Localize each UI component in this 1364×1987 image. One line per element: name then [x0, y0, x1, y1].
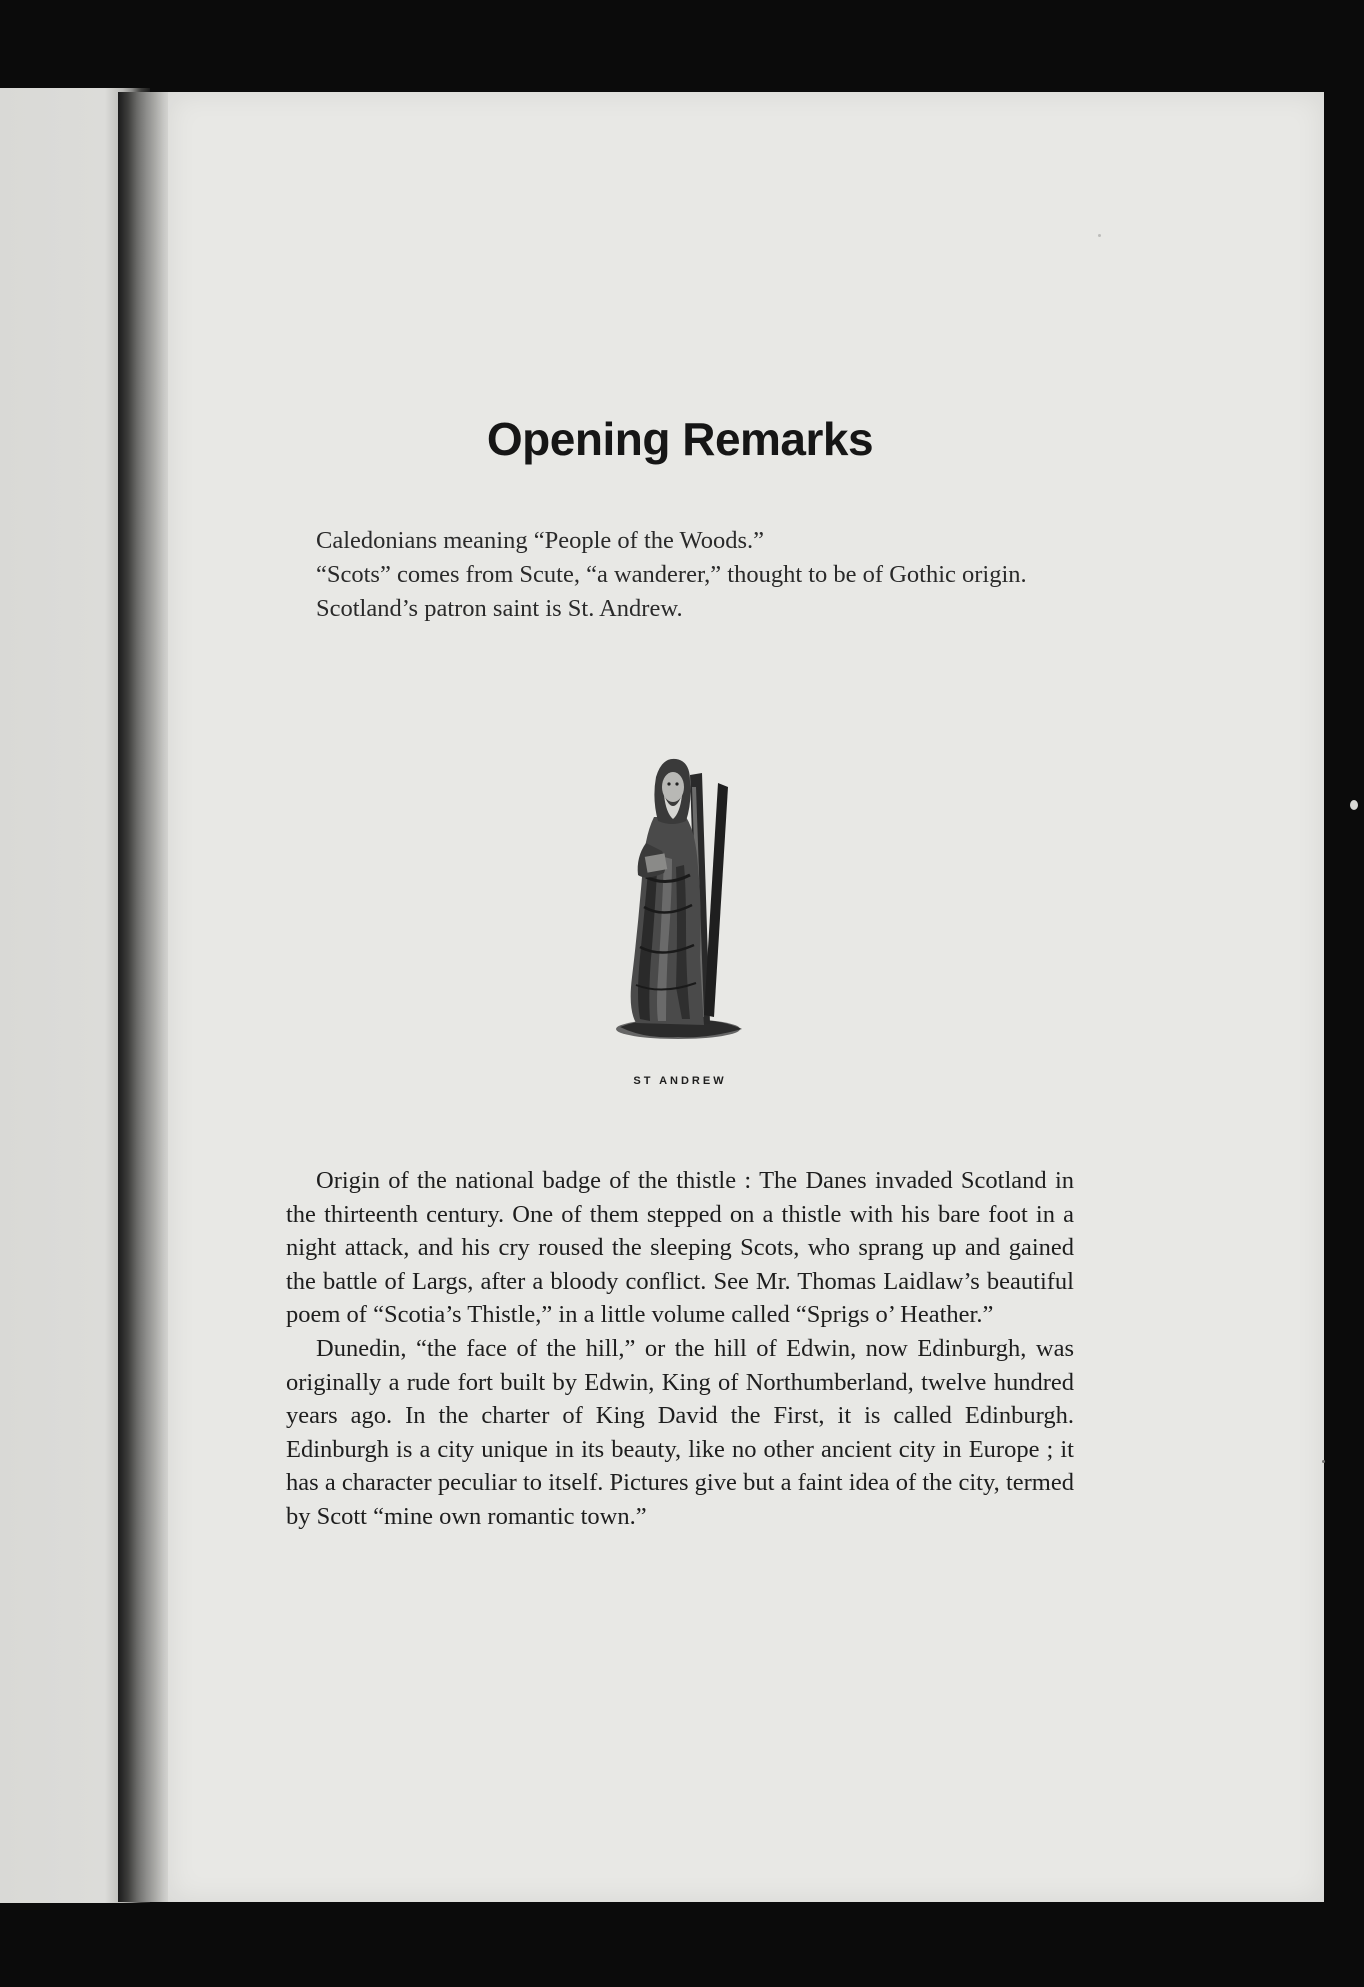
body-section — [286, 1164, 1074, 1534]
body-paragraph: Origin of the national badge of the thistle : The Danes invaded Scotland in the thirteenth century. One of them stepped on a thistle with his bare foot in a night attack, and his cry roused the sleeping Scots, who sprang up and gained the battle of Largs, after a bloody conflict. See Mr. Thomas Laidlaw’s beautiful poem of “Scotia’s Thistle,” in a little volume called “Sprigs o’ Heather.” — [286, 1167, 1074, 1329]
intro-paragraph: “Scots” comes from Scute, “a wanderer,” thought to be of Gothic origin. — [316, 561, 1027, 588]
book-gutter-shadow — [118, 92, 174, 1902]
scan-speck — [1098, 234, 1101, 237]
st-andrew-figure-icon — [606, 747, 756, 1047]
body-paragraph: Dunedin, “the face of the hill,” or the hill of Edwin, now Edinburgh, was originally a rude fort built by Edwin, King of Northumberland, twelve hundred years ago. In the charter of King David the First, it is called Edinburgh. Edinburgh is a city unique in its beauty, like no other ancient city in Europe ; it has a character peculiar to itself. Pictures give but a faint idea of the city, termed by Scott “mine own romantic town.” — [286, 1334, 1074, 1530]
intro-section — [286, 524, 1074, 626]
intro-paragraph: Caledonians meaning “People of the Woods.” — [316, 527, 764, 554]
scan-speck — [1322, 1460, 1325, 1463]
intro-paragraph: Scotland’s patron saint is St. Andrew. — [316, 595, 683, 622]
page-title: Opening Remarks — [486, 413, 874, 465]
illustration-caption: ST ANDREW — [633, 1075, 727, 1087]
book-page — [168, 92, 1324, 1902]
scan-speck — [1350, 800, 1358, 810]
